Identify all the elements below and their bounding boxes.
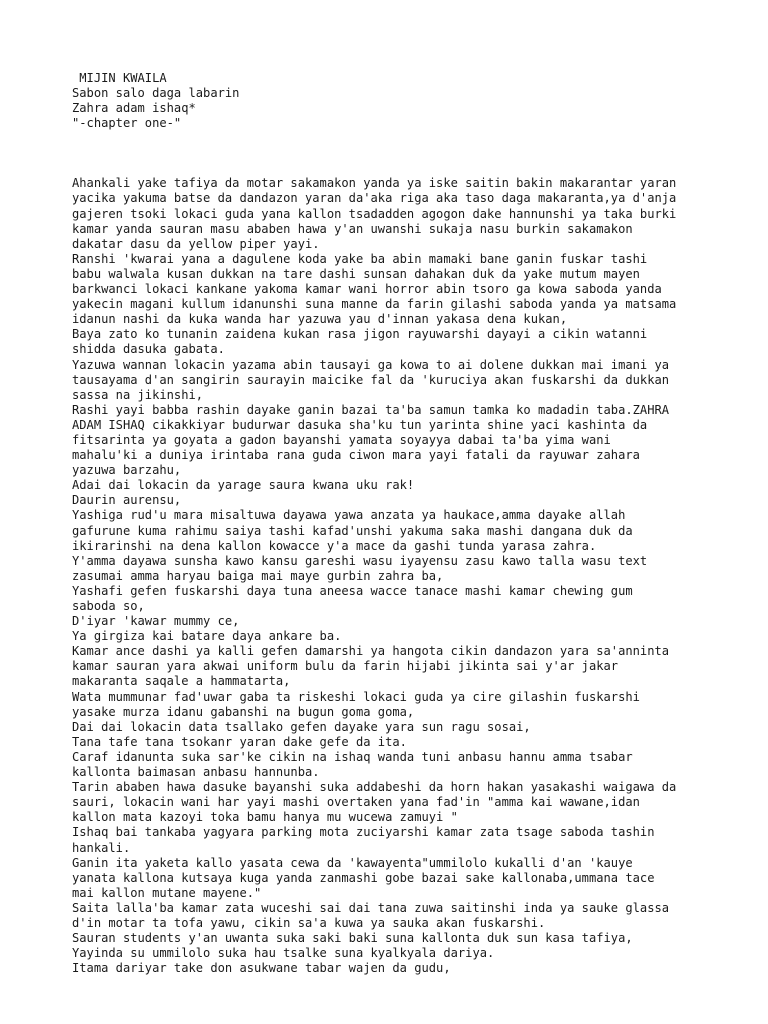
author-line: Zahra adam ishaq*: [72, 101, 196, 116]
body-text-line: yasake murza idanu gabanshi na bugun goma goma,: [72, 704, 415, 719]
body-text-line: Daurin aurensu,: [72, 493, 182, 508]
body-text-line: tausayama d'an sangirin saurayin maicike fal da 'kuruciya akan fuskarshi da dukkan: [72, 372, 670, 387]
body-text-line: sauri, lokacin wani har yayi mashi overtaken yana fad'in "amma kai wawane,idan: [72, 795, 640, 810]
body-text-line: makaranta saqale a hammatarta,: [72, 674, 291, 689]
body-text-line: Ganin ita yaketa kallo yasata cewa da 'kawayenta"ummilolo kukalli d'an 'kauye: [72, 855, 633, 870]
body-text-line: Itama dariyar take don asukwane tabar wajen da gudu,: [72, 961, 451, 976]
body-text-line: kallonta baimasan anbasu hannunba.: [72, 765, 320, 780]
body-text-line: Yayinda su ummilolo suka hau tsalke suna kyalkyala dariya.: [72, 946, 495, 961]
body-text-line: saboda so,: [72, 599, 145, 613]
body-text-line: Dai dai lokacin data tsallako gefen dayake yara sun ragu sosai,: [72, 719, 531, 734]
chapter-heading: "-chapter one-": [72, 116, 182, 131]
body-text-line: yazuwa barzahu,: [72, 463, 182, 478]
body-text-line: yacika yakuma batse da dandazon yaran da'aka riga aka taso daga makaranta,ya d'anja: [72, 191, 677, 206]
body-text-line: idanun nashi da kuka wanda har yazuwa yau d'innan yakasa dena kukan,: [72, 312, 568, 327]
body-text-line: Yashafi gefen fuskarshi daya tuna aneesa wacce tanace mashi kamar chewing gum: [72, 583, 633, 598]
body-text-line: d'in motar ta tofa yawu, cikin sa'a kuwa ya sauka akan fuskarshi.: [72, 915, 546, 930]
body-text-line: Rashi yayi babba rashin dayake ganin bazai ta'ba samun tamka ko madadin taba.ZAHRA: [72, 402, 670, 417]
body-text-line: kamar sauran yara akwai uniform bulu da farin hijabi jikinta sai y'ar jakar: [72, 659, 619, 674]
body-text-line: hankali.: [72, 840, 131, 855]
body-text-line: Caraf idanunta suka sar'ke cikin na ishaq wanda tuni anbasu hannu amma tsabar: [72, 749, 633, 764]
body-text-line: ADAM ISHAQ cikakkiyar budurwar dasuka sha'ku tun yarinta shine yaci kashinta da: [72, 417, 648, 432]
body-text-line: ikirarinshi na dena kallon kowacce y'a mace da gashi tunda yarasa zahra.: [72, 538, 597, 553]
body-text-line: Tarin ababen hawa dasuke bayanshi suka addabeshi da horn hakan yasakashi waigawa da: [72, 780, 677, 795]
body-text-line: mahalu'ki a duniya irintaba rana guda ciwon mara yayi fatali da rayuwar zahara: [72, 448, 640, 463]
document-page: [72, 71, 712, 976]
header-spacer: [72, 131, 712, 176]
body-text-line: sassa na jikinshi,: [72, 387, 204, 402]
body-text-line: Tana tafe tana tsokanr yaran dake gefe da ita.: [72, 734, 407, 749]
body-text-line: barkwanci lokaci kankane yakoma kamar wani horror abin tsoro ga kowa saboda yanda: [72, 282, 662, 297]
body-text-line: zasumai amma haryau baiga mai maye gurbin zahra ba,: [72, 568, 444, 583]
body-text-line: dakatar dasu da yellow piper yayi.: [72, 236, 320, 251]
body-text-line: Y'amma dayawa sunsha kawo kansu gareshi wasu iyayensu zasu kawo talla wasu text: [72, 553, 648, 568]
body-text-line: Yashiga rud'u mara misaltuwa dayawa yawa anzata ya haukace,amma dayake allah: [72, 508, 626, 523]
body-text-line: Ranshi 'kwarai yana a dagulene koda yake ba abin mamaki bane ganin fuskar tashi: [72, 251, 648, 266]
document-header: [72, 71, 712, 131]
body-text-line: Kamar ance dashi ya kalli gefen damarshi ya hangota cikin dandazon yara sa'anninta: [72, 644, 670, 659]
body-text-line: Baya zato ko tunanin zaidena kukan rasa jigon rayuwarshi dayayi a cikin watanni: [72, 327, 648, 342]
body-text-line: Adai dai lokacin da yarage saura kwana uku rak!: [72, 478, 415, 493]
story-body: [72, 176, 712, 976]
body-text-line: Ishaq bai tankaba yagyara parking mota zuciyarshi kamar zata tsage saboda tashin: [72, 825, 655, 840]
story-subtitle: Sabon salo daga labarin: [72, 86, 240, 101]
body-text-line: Wata mummunar fad'uwar gaba ta riskeshi lokaci guda ya cire gilashin fuskarshi: [72, 689, 640, 704]
body-text-line: D'iyar 'kawar mummy ce,: [72, 614, 240, 629]
body-text-line: Yazuwa wannan lokacin yazama abin tausayi ga kowa to ai dolene dukkan mai imani ya: [72, 357, 670, 372]
body-text-line: babu walwala kusan dukkan na tare dashi sunsan dahakan duk da yake mutum mayen: [72, 266, 640, 281]
body-text-line: yakecin magani kullum idanunshi suna manne da farin gilashi saboda yanda ya matsama: [72, 297, 677, 312]
body-text-line: mai kallon mutane mayene.": [72, 885, 262, 900]
body-text-line: Ya girgiza kai batare daya ankare ba.: [72, 629, 342, 644]
body-text-line: gafurune kuma rahimu saiya tashi kafad'unshi yakuma saka mashi dangana duk da: [72, 523, 633, 538]
body-text-line: fitsarinta ya goyata a gadon bayanshi yamata soyayya dabai ta'ba yima wani: [72, 432, 611, 447]
body-text-line: shidda dasuka gabata.: [72, 342, 225, 357]
body-text-line: Sauran students y'an uwanta suka saki baki suna kallonta duk sun kasa tafiya,: [72, 931, 633, 946]
body-text-line: Saita lalla'ba kamar zata wuceshi sai dai tana zuwa saitinshi inda ya sauke glassa: [72, 900, 670, 915]
story-title: MIJIN KWAILA: [72, 71, 167, 85]
body-text-line: yanata kallona kutsaya kuga yanda zanmashi gobe bazai sake kallonaba,ummana tace: [72, 870, 655, 885]
body-text-line: gajeren tsoki lokaci guda yana kallon tsadadden agogon dake hannunshi ya taka burki: [72, 206, 677, 221]
body-text-line: Ahankali yake tafiya da motar sakamakon yanda ya iske saitin bakin makarantar yaran: [72, 176, 677, 191]
body-text-line: kamar yanda sauran masu ababen hawa y'an uwanshi sukaja nasu burkin sakamakon: [72, 221, 633, 236]
body-text-line: kallon mata kazoyi toka bamu hanya mu wucewa zamuyi ": [72, 810, 458, 825]
